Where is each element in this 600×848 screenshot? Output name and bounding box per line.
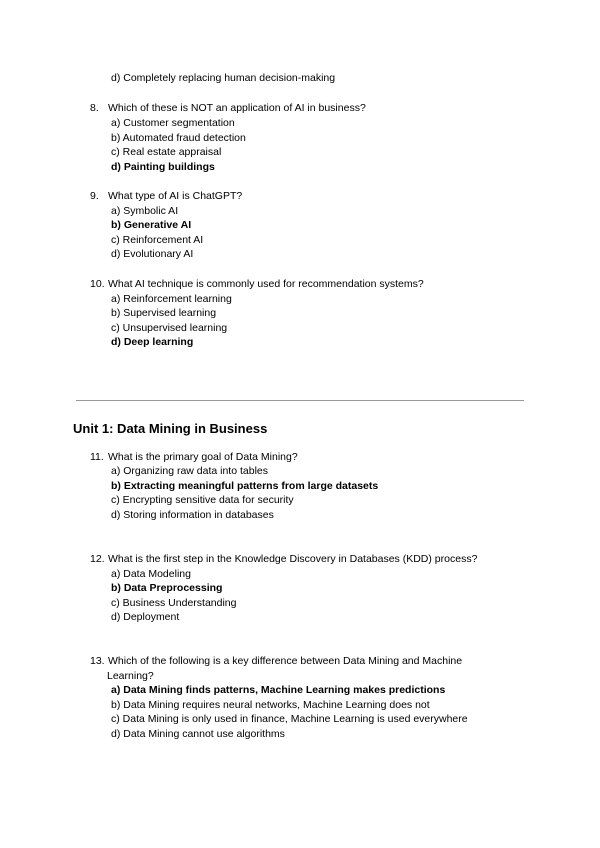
question-11 bbox=[90, 451, 298, 464]
q11-option-b-answer: b) Extracting meaningful patterns from large datasets bbox=[111, 480, 379, 492]
q10-option-c: c) Unsupervised learning bbox=[111, 322, 228, 334]
question-13 bbox=[90, 655, 462, 668]
q12-option-d: d) Deployment bbox=[111, 611, 180, 623]
q13-option-b: b) Data Mining requires neural networks, Machine Learning does not bbox=[111, 699, 430, 711]
q13-option-c: c) Data Mining is only used in finance, Machine Learning is used everywhere bbox=[111, 713, 468, 725]
q10-option-b: b) Supervised learning bbox=[111, 307, 217, 319]
question-12 bbox=[90, 553, 477, 566]
question-text: What type of AI is ChatGPT? bbox=[108, 190, 243, 202]
section-heading: Unit 1: Data Mining in Business bbox=[73, 421, 268, 436]
question-text: Which of these is NOT an application of AI in business? bbox=[108, 102, 366, 114]
q12-option-a: a) Data Modeling bbox=[111, 568, 191, 580]
q12-option-b-answer: b) Data Preprocessing bbox=[111, 582, 223, 594]
question-text: What AI technique is commonly used for recommendation systems? bbox=[108, 278, 424, 290]
question-number: 12. bbox=[90, 553, 105, 565]
question-number: 8. bbox=[90, 102, 99, 114]
question-number: 11. bbox=[90, 451, 104, 463]
q9-option-b-answer: b) Generative AI bbox=[111, 219, 192, 231]
question-number: 13. bbox=[90, 655, 105, 667]
q8-option-d-answer: d) Painting buildings bbox=[111, 161, 215, 173]
question-text: What is the primary goal of Data Mining? bbox=[108, 451, 298, 463]
q9-option-a: a) Symbolic AI bbox=[111, 205, 179, 217]
question-10 bbox=[90, 278, 424, 291]
q13-option-d: d) Data Mining cannot use algorithms bbox=[111, 728, 285, 740]
q8-option-c: c) Real estate appraisal bbox=[111, 146, 222, 158]
question-text: Which of the following is a key difference between Data Mining and Machine bbox=[108, 655, 463, 667]
q9-option-d: d) Evolutionary AI bbox=[111, 248, 194, 260]
q8-option-a: a) Customer segmentation bbox=[111, 117, 235, 129]
question-number: 9. bbox=[90, 190, 99, 202]
q11-option-a: a) Organizing raw data into tables bbox=[111, 465, 269, 477]
horizontal-divider bbox=[76, 400, 524, 401]
q10-option-d-answer: d) Deep learning bbox=[111, 336, 194, 348]
q10-option-a: a) Reinforcement learning bbox=[111, 293, 232, 305]
q12-option-c: c) Business Understanding bbox=[111, 597, 237, 609]
q9-option-c: c) Reinforcement AI bbox=[111, 234, 204, 246]
q8-option-b: b) Automated fraud detection bbox=[111, 132, 246, 144]
question-13-continuation: Learning? bbox=[107, 670, 154, 682]
question-9 bbox=[90, 190, 242, 203]
q13-option-a-answer: a) Data Mining finds patterns, Machine Learning makes predictions bbox=[111, 684, 446, 696]
question-8 bbox=[90, 102, 366, 115]
question-text: What is the first step in the Knowledge Discovery in Databases (KDD) process? bbox=[108, 553, 478, 565]
question-number: 10. bbox=[90, 278, 105, 290]
q11-option-d: d) Storing information in databases bbox=[111, 509, 274, 521]
carryover-option: d) Completely replacing human decision-making bbox=[111, 72, 336, 84]
q11-option-c: c) Encrypting sensitive data for security bbox=[111, 494, 294, 506]
